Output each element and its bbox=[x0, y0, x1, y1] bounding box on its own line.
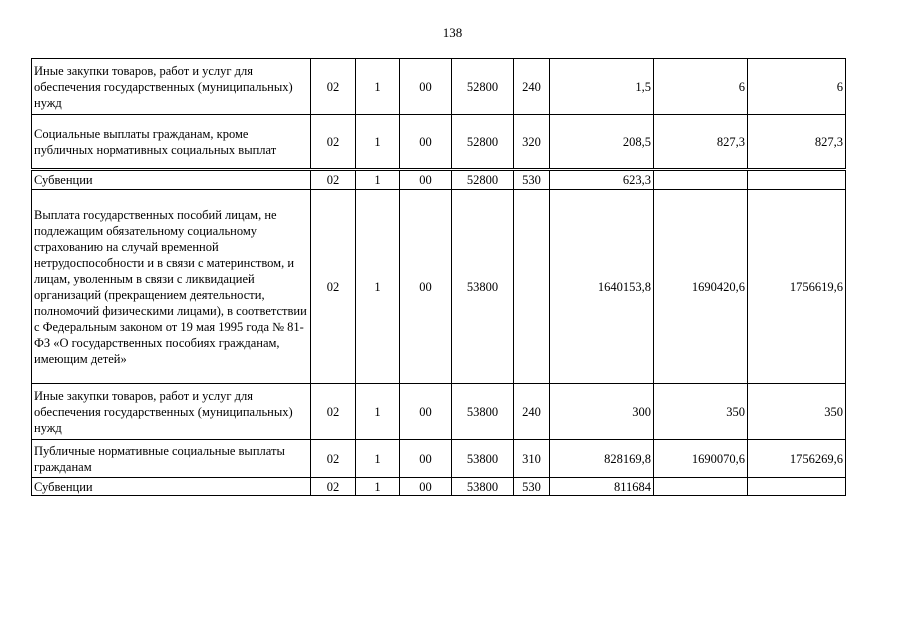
program-code: 00 bbox=[400, 384, 452, 440]
amount-2: 1690070,6 bbox=[654, 440, 748, 478]
amount-1: 811684 bbox=[550, 478, 654, 496]
amount-2: 827,3 bbox=[654, 115, 748, 170]
amount-3 bbox=[748, 170, 846, 190]
expense-type-code: 240 bbox=[514, 59, 550, 115]
table-row bbox=[32, 384, 846, 440]
subsection-code: 1 bbox=[356, 170, 400, 190]
amount-1: 1,5 bbox=[550, 59, 654, 115]
row-name: Иные закупки товаров, работ и услуг для обеспечения государственных (муниципальных) нужд bbox=[32, 384, 311, 440]
table-row bbox=[32, 115, 846, 170]
program-code: 00 bbox=[400, 170, 452, 190]
subsection-code: 1 bbox=[356, 384, 400, 440]
amount-1: 828169,8 bbox=[550, 440, 654, 478]
table-row bbox=[32, 440, 846, 478]
program-code: 00 bbox=[400, 440, 452, 478]
amount-2: 6 bbox=[654, 59, 748, 115]
row-name: Иные закупки товаров, работ и услуг для обеспечения государственных (муниципальных) нужд bbox=[32, 59, 311, 115]
section-code: 02 bbox=[311, 384, 356, 440]
program-code: 00 bbox=[400, 190, 452, 384]
article-code: 52800 bbox=[452, 115, 514, 170]
program-code: 00 bbox=[400, 59, 452, 115]
amount-2 bbox=[654, 478, 748, 496]
amount-2: 350 bbox=[654, 384, 748, 440]
table-row bbox=[32, 59, 846, 115]
section-code: 02 bbox=[311, 59, 356, 115]
program-code: 00 bbox=[400, 478, 452, 496]
subsection-code: 1 bbox=[356, 190, 400, 384]
table-row bbox=[32, 170, 846, 190]
article-code: 52800 bbox=[452, 59, 514, 115]
amount-1: 623,3 bbox=[550, 170, 654, 190]
subsection-code: 1 bbox=[356, 115, 400, 170]
amount-1: 300 bbox=[550, 384, 654, 440]
amount-3 bbox=[748, 478, 846, 496]
expense-type-code: 320 bbox=[514, 115, 550, 170]
amount-3: 6 bbox=[748, 59, 846, 115]
article-code: 53800 bbox=[452, 190, 514, 384]
section-code: 02 bbox=[311, 478, 356, 496]
page-number: 138 bbox=[442, 25, 463, 40]
article-code: 53800 bbox=[452, 478, 514, 496]
amount-2 bbox=[654, 170, 748, 190]
row-name: Социальные выплаты гражданам, кроме публичных нормативных социальных выплат bbox=[32, 115, 311, 170]
row-name: Выплата государственных пособий лицам, не подлежащим обязательному социальному страхованию на случай временной нетрудоспособности и в связи с материнством, и лицам, уволенным в связи с ликвидацией организаций (прекращением деятельности, полномочий физическими лицами), в соответствии с Федеральным законом от 19 мая 1995 года № 81-ФЗ «О государственных пособиях гражданам, имеющим детей» bbox=[32, 190, 311, 384]
section-code: 02 bbox=[311, 115, 356, 170]
subsection-code: 1 bbox=[356, 478, 400, 496]
expense-type-code bbox=[514, 190, 550, 384]
amount-3: 350 bbox=[748, 384, 846, 440]
article-code: 53800 bbox=[452, 440, 514, 478]
section-code: 02 bbox=[311, 170, 356, 190]
budget-table bbox=[31, 58, 846, 496]
amount-3: 1756269,6 bbox=[748, 440, 846, 478]
table-row bbox=[32, 478, 846, 496]
amount-3: 1756619,6 bbox=[748, 190, 846, 384]
row-name: Субвенции bbox=[32, 478, 311, 496]
program-code: 00 bbox=[400, 115, 452, 170]
expense-type-code: 310 bbox=[514, 440, 550, 478]
amount-2: 1690420,6 bbox=[654, 190, 748, 384]
section-code: 02 bbox=[311, 440, 356, 478]
expense-type-code: 530 bbox=[514, 170, 550, 190]
amount-1: 208,5 bbox=[550, 115, 654, 170]
row-name: Субвенции bbox=[32, 170, 311, 190]
amount-1: 1640153,8 bbox=[550, 190, 654, 384]
expense-type-code: 530 bbox=[514, 478, 550, 496]
table-row bbox=[32, 190, 846, 384]
article-code: 53800 bbox=[452, 384, 514, 440]
amount-3: 827,3 bbox=[748, 115, 846, 170]
section-code: 02 bbox=[311, 190, 356, 384]
expense-type-code: 240 bbox=[514, 384, 550, 440]
article-code: 52800 bbox=[452, 170, 514, 190]
subsection-code: 1 bbox=[356, 59, 400, 115]
subsection-code: 1 bbox=[356, 440, 400, 478]
row-name: Публичные нормативные социальные выплаты гражданам bbox=[32, 440, 311, 478]
